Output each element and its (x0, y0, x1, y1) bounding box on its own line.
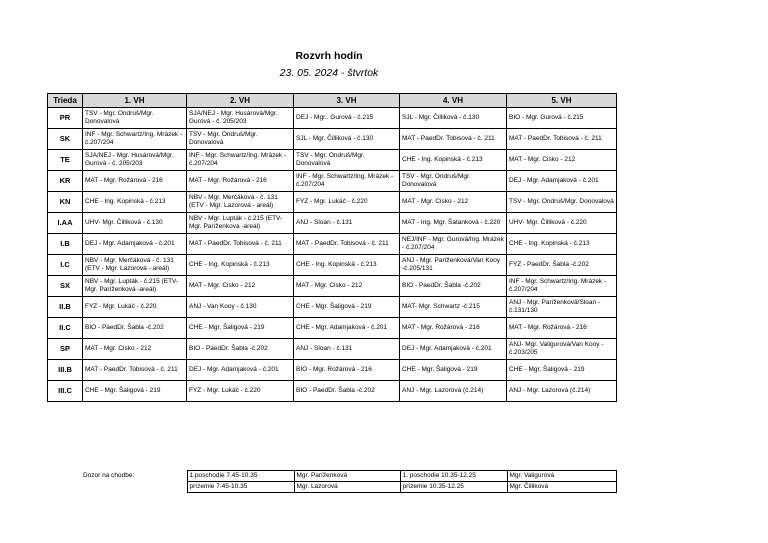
lesson-cell: TSV - Mgr. Ondruš/Mgr. Donovalová (294, 150, 400, 171)
duty-row (81, 471, 616, 482)
lesson-cell: FYZ - Mgr. Lukáč - č.220 (187, 381, 294, 402)
lesson-cell: NBV - Mgr. Merčáková - č. 131 (ETV - Mgr. Lazorová - areál) (83, 255, 187, 276)
lesson-cell: CHE - Ing. Kopinská - č.213 (187, 255, 294, 276)
class-cell: TE (48, 150, 83, 171)
lesson-cell: ANJ - Sloan - č.131 (294, 339, 400, 360)
table-row (48, 150, 617, 171)
lesson-cell: ANJ - Sloan - č.131 (294, 213, 400, 234)
schedule-table (47, 93, 617, 402)
class-cell: I.AA (48, 213, 83, 234)
header-cell: 5. VH (507, 94, 617, 108)
table-row (48, 297, 617, 318)
lesson-cell: MAT - Mgr. Rožárová - 216 (83, 171, 187, 192)
lesson-cell: CHE - Mgr. Šaligová - 219 (294, 297, 400, 318)
duty-cell: Mgr. Lazorová (294, 482, 400, 493)
lesson-cell: FYZ - Mgr. Lukáč - č.220 (83, 297, 187, 318)
lesson-cell: CHE - Mgr. Šaligová - 219 (400, 360, 507, 381)
table-row (48, 255, 617, 276)
duty-row (81, 482, 616, 493)
lesson-cell: UHV- Mgr. Čilliková - č.220 (507, 213, 617, 234)
duty-cell: 1. poschodie 10.35-12.25 (400, 471, 507, 482)
lesson-cell: ANJ- Mgr. Valigurová/Van Kooy - č.203/205 (507, 339, 617, 360)
table-row (48, 276, 617, 297)
lesson-cell: SJA/NEJ - Mgr. Husárová/Mgr. Gurová - č. 205/203 (83, 150, 187, 171)
lesson-cell: CHE - Mgr. Adamjaková - č.201 (294, 318, 400, 339)
lesson-cell: CHE - Ing. Kopinská - č.213 (83, 192, 187, 213)
table-row (48, 318, 617, 339)
lesson-cell: DEJ - Mgr. Adamjaková - č.201 (187, 360, 294, 381)
lesson-cell: BIO - PaedDr. Šabla -č.202 (400, 276, 507, 297)
lesson-cell: DEJ - Mgr. Adamjaková - č.201 (507, 171, 617, 192)
lesson-cell: ANJ - Mgr. Paríženková/Sloan - č.131/130 (507, 297, 617, 318)
lesson-cell: DEJ - Mgr. Adamjaková - č.201 (83, 234, 187, 255)
lesson-cell: BIO - PaedDr. Šabla -č.202 (187, 339, 294, 360)
class-cell: SP (48, 339, 83, 360)
page-date: 23. 05. 2024 - štvrtok (279, 67, 379, 79)
class-cell: PR (48, 108, 83, 129)
table-row (48, 360, 617, 381)
lesson-cell: CHE - Mgr. Šaligová - 219 (507, 360, 617, 381)
lesson-cell: MAT - Mgr. Rožárová - 216 (507, 318, 617, 339)
lesson-cell: MAT - Mgr. Cisko - 212 (400, 192, 507, 213)
duty-table (81, 470, 617, 493)
lesson-cell: BIO - Mgr. Gurová - č.215 (507, 108, 617, 129)
lesson-cell: SJL - Mgr. Čilliková - č.130 (400, 108, 507, 129)
lesson-cell: CHE - Mgr. Šaligová - 219 (187, 318, 294, 339)
lesson-cell: SJL - Mgr. Čilliková - č.130 (294, 129, 400, 150)
lesson-cell: INF - Mgr. Schwartz/Ing. Mrázek - č.207/204 (83, 129, 187, 150)
header-cell: 4. VH (400, 94, 507, 108)
lesson-cell: CHE - Ing. Kopinská - č.213 (294, 255, 400, 276)
lesson-cell: FYZ - Mgr. Lukáč - č.220 (294, 192, 400, 213)
lesson-cell: DEJ - Mgr.. Gurová - č.215 (294, 108, 400, 129)
header-cell: 2. VH (187, 94, 294, 108)
duty-cell: Mgr. Paríženková (294, 471, 400, 482)
table-row (48, 213, 617, 234)
class-cell: III.B (48, 360, 83, 381)
table-row (48, 108, 617, 129)
lesson-cell: MAT - PaedDr. Tobisová - č. 211 (83, 360, 187, 381)
class-cell: SK (48, 129, 83, 150)
lesson-cell: DEJ - Mgr. Adamjaková - č.201 (400, 339, 507, 360)
page-title: Rozvrh hodín (295, 50, 363, 62)
duty-label-empty (81, 482, 187, 493)
lesson-cell: NBV - Mgr. Lupták - č.215 (ETV- Mgr. Paríženková -areál) (83, 276, 187, 297)
lesson-cell: MAT - Mgr. Rožárová - 216 (187, 171, 294, 192)
lesson-cell: MAT - PaedDr. Tobisová - č. 211 (187, 234, 294, 255)
lesson-cell: TSV - Mgr. Ondruš/Mgr. Donovalová (400, 171, 507, 192)
lesson-cell: BIO - PaedDr. Šabla -č.202 (294, 381, 400, 402)
lesson-cell: NEJ/INF - Mgr. Gurová/Ing. Mrázek - č.207/204 (400, 234, 507, 255)
schedule-header-row (48, 94, 617, 108)
class-cell: III.C (48, 381, 83, 402)
header-cell: 3. VH (294, 94, 400, 108)
lesson-cell: MAT - Mgr. Cisko - 212 (83, 339, 187, 360)
duty-cell: Mgr. Čilliková (507, 482, 616, 493)
lesson-cell: BIO - PaedDr. Šabla -č.202 (83, 318, 187, 339)
lesson-cell: BIO - Mgr. Rožárová - 216 (294, 360, 400, 381)
lesson-cell: MAT - Mgr. Cisko - 212 (294, 276, 400, 297)
lesson-cell: ANJ - Mgr. Lazorová (č.214) (507, 381, 617, 402)
lesson-cell: MAT - PaedDr. Tobisová - č. 211 (400, 129, 507, 150)
lesson-cell: CHE - Ing. Kopinská - č.213 (400, 150, 507, 171)
class-cell: KN (48, 192, 83, 213)
class-cell: I.B (48, 234, 83, 255)
lesson-cell: INF - Mgr. Schwartz/Ing. Mrázek - č.207/204 (187, 150, 294, 171)
lesson-cell: CHE - Mgr. Šaligová - 219 (83, 381, 187, 402)
lesson-cell: MAT - Mgr. Cisko - 212 (507, 150, 617, 171)
lesson-cell: CHE - Ing. Kopinská - č.213 (507, 234, 617, 255)
lesson-cell: UHV- Mgr. Čilliková - č.130 (83, 213, 187, 234)
lesson-cell: TSV - Mgr. Ondruš/Mgr. Donovalová (187, 129, 294, 150)
duty-cell: prízemie 7.45-10.35 (187, 482, 294, 493)
duty-cell: 1.poschodie 7.45-10.35 (187, 471, 294, 482)
table-row (48, 339, 617, 360)
table-row (48, 129, 617, 150)
class-cell: KR (48, 171, 83, 192)
lesson-cell: SJA/NEJ - Mgr. Husárová/Mgr. Gurová - č. 205/203 (187, 108, 294, 129)
lesson-cell: MAT - Mgr. Cisko - 212 (187, 276, 294, 297)
lesson-cell: ANJ - Van Kooy - č.130 (187, 297, 294, 318)
lesson-cell: MAT- Mgr. Schwartz -č.215 (400, 297, 507, 318)
lesson-cell: ANJ - Mgr. Lazorová (č.214) (400, 381, 507, 402)
header-cell: Trieda (48, 94, 83, 108)
table-row (48, 234, 617, 255)
lesson-cell: TSV - Mgr. Ondruš/Mgr. Donovalová (83, 108, 187, 129)
lesson-cell: ANJ - Mgr. Paríženková/Van Kooy -č.205/131 (400, 255, 507, 276)
class-cell: II.C (48, 318, 83, 339)
table-row (48, 171, 617, 192)
lesson-cell: FYZ - PaedDr. Šabla -č.202 (507, 255, 617, 276)
table-row (48, 192, 617, 213)
class-cell: II.B (48, 297, 83, 318)
lesson-cell: MAT - Ing. Mgr. Šatanková - č.220 (400, 213, 507, 234)
class-cell: SX (48, 276, 83, 297)
lesson-cell: NBV - Mgr. Lupták - č.215 (ETV- Mgr. Paríženková -areál) (187, 213, 294, 234)
lesson-cell: MAT - PaedDr. Tobisová - č. 211 (507, 129, 617, 150)
lesson-cell: MAT - PaedDr. Tobisová - č. 211 (294, 234, 400, 255)
lesson-cell: NBV - Mgr. Merčáková - č. 131 (ETV - Mgr. Lazorová - areál) (187, 192, 294, 213)
lesson-cell: TSV - Mgr. Ondruš/Mgr. Donovalová (507, 192, 617, 213)
duty-cell: prízemie 10.35-12.25 (400, 482, 507, 493)
duty-label: Dozor na chodbe: (83, 472, 135, 479)
lesson-cell: INF - Mgr. Schwartz/Ing. Mrázek - č.207/204 (507, 276, 617, 297)
header-cell: 1. VH (83, 94, 187, 108)
duty-cell: Mgr. Valigurová (507, 471, 616, 482)
lesson-cell: INF - Mgr. Schwartz/Ing. Mrázek - č.207/204 (294, 171, 400, 192)
table-row (48, 381, 617, 402)
class-cell: I.C (48, 255, 83, 276)
lesson-cell: MAT - Mgr. Rožárová - 216 (400, 318, 507, 339)
